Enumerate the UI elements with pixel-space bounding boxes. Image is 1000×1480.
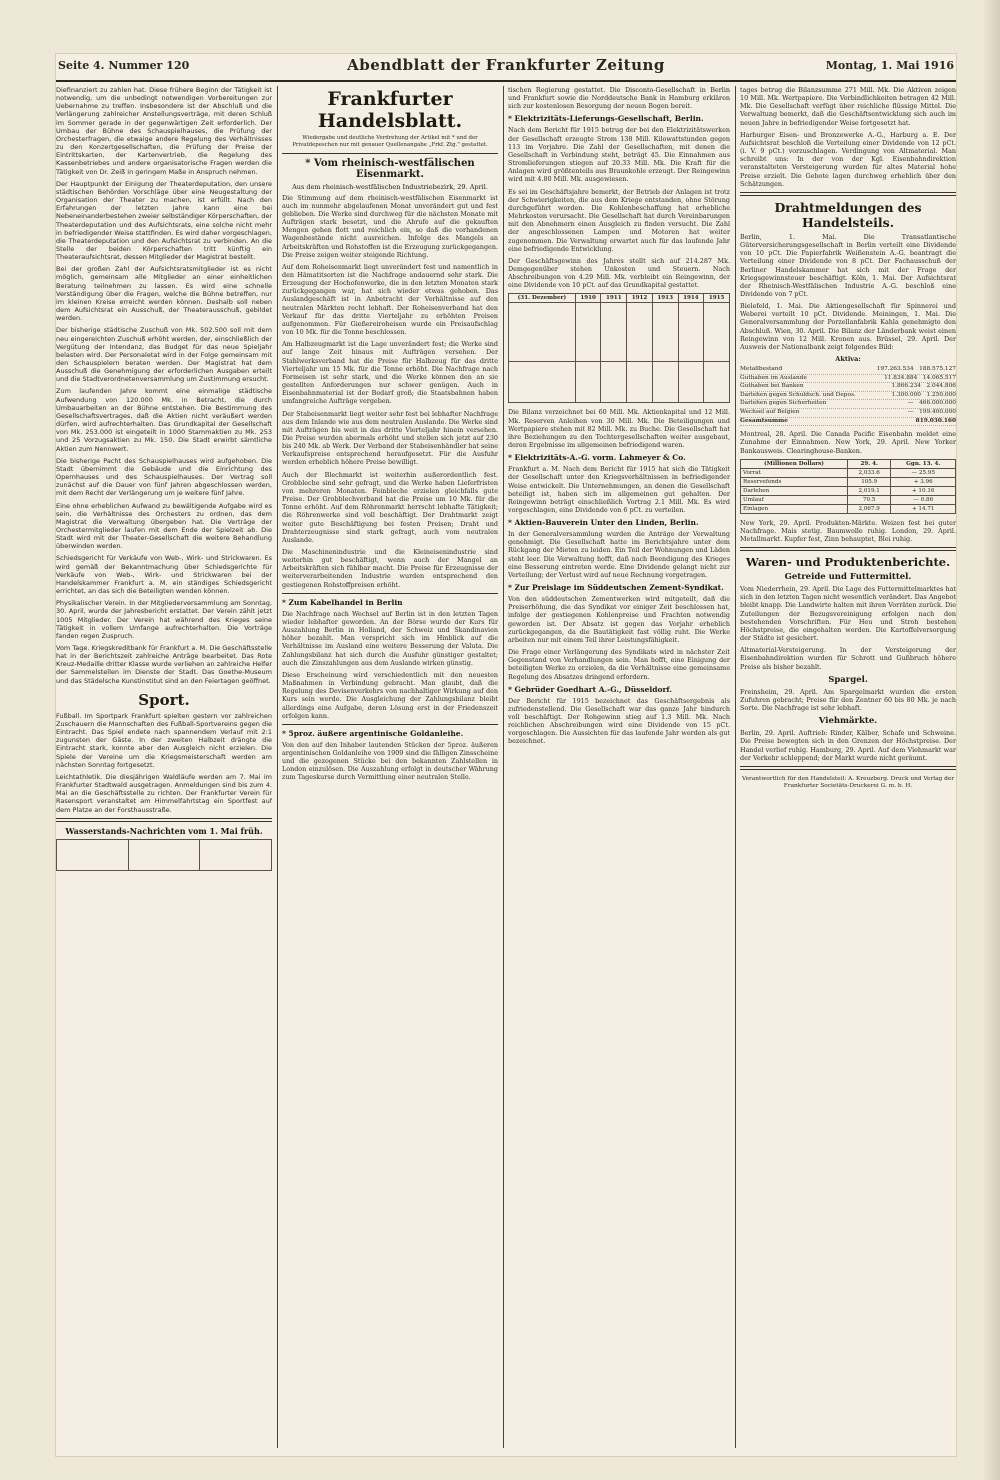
table-row: Umlauf 70.5 — 0.86 [741,495,956,504]
article-heading-lahmeyer: * Elektrizitäts-A.-G. vorm. Lahmeyer & Co. [508,453,686,463]
divider [282,593,498,594]
divider [740,192,956,196]
divider [282,153,498,154]
article-body: Der Geschäftsgewinn des Jahres stellt sich auf 214.287 Mk. Demgegenüber stehen Unkosten und Steuern. Nach Abschreibungen von 4.29 Mill. Mk. verbleibt ein Reingewinn, der eine Dividende von 10 pCt. auf das Grundkapital gestattet. [508,256,730,290]
column-3 [508,86,730,1448]
section-heading-drahtmeldungen: Drahtmeldungen des Handelsteils. [774,199,922,230]
article-body: Harburger Eisen- und Bronzewerke A.-G., Harburg a. E. Der Aufsichtsrat beschloß die Verteilung einer Dividende von 12 pCt. (i. V. 9 pCt.) vorzuschlagen. Verdingung von Altmaterial. Man schreibt uns: In der von der Kgl. Eisenbahndirektion veranstalteten Versteigerung wurden für altes Material hohe Preise erzielt. Die Gebote lagen durchweg erheblich über den Schätzungen. [740,130,956,188]
article-body: Leichtathletik. Die diesjährigen Waldläufe werden am 7. Mai im Frankfurter Stadtwald ausgetragen. Anmeldungen sind bis zum 4. Mai an die Geschäftsstelle zu richten. Der Frankfurter Verein für Rasensport veranstaltet am Himmelfahrtstag ein Sportfest auf dem Platze an der Forsthausstraße. [56,772,272,814]
table-header-cell: 1913 [652,294,678,303]
table-header-cell: 29. 4. [847,459,890,468]
article-body: Die Stimmung auf dem rheinisch-westfälischen Eisenmarkt ist auch im nunmehr abgelaufenen Monat unverändert gut und fest geblieben. Die Werke sind durchweg für die nächsten Monate mit Aufträgen stark besetzt, und die Abrufe auf die gekauften Mengen gehen flott und reichlich ein, so daß die vorhandenen Wagenbestände nicht ausreichen. Infolge des Mangels an Arbeitskräften und Rohstoffen ist die Erzeugung zurückgegangen. Die Preise zeigen weiter steigende Richtung. [282,193,498,259]
article-body: In der Generalversammlung wurden die Anträge der Verwaltung genehmigt. Die Gesellschaft hatte im Berichtsjahre unter dem Rückgang der Mieten zu leiden. Ein Teil der Wohnungen und Läden steht leer. Die Verwaltung hofft, daß nach Beendigung des Krieges eine Besserung eintreten werde. Eine Dividende gelangt nicht zur Verteilung; der Verlust wird auf neue Rechnung vorgetragen. [508,530,730,579]
bank-statement-table [740,459,956,514]
article-body: Der bisherige städtische Zuschuß von Mk. 502.500 soll mit dem neu eingereichten Zuschuß erhöht werden, der, einschließlich der Vergütung der Intendanz, das Budget für das neue Spieljahr belasten wird. Der Personaletat wird in der Folge gemeinsam mit den Schauspielern beraten werden. Der Magistrat hat dem Ausschuß die Genehmigung der erforderlichen Ausgaben erteilt und die Stadtverordnetenversammlung um Zustimmung ersucht. [56,326,272,384]
table-header-cell: 1914 [678,294,704,303]
balance-row: Guthaben im Auslande 11.834.884 14.065.517 [740,375,956,384]
article-heading-kabelhandel: * Zum Kabelhandel in Berlin [282,597,403,607]
subheading-viehmaerkte: Viehmärkte. [818,716,878,727]
article-body: Diefinanziert zu zahlen hat. Diese frühere Beginn der Tätigkeit ist notwendig, um die unbedingt notwendigen Vorbereitungen zur Uebernahme zu treffen. Insbesondere ist der Abschluß und die Verlängerung zahlreicher Anstellungsverträge, mit deren Schluß im Sommer gerade in der gegenwärtigen Zeit erforderlich. Der Umbau der Bühne des Schauspielhauses, die Prüfung der Orchesterfragen, die etwaige andere Regelung des Verhältnisses zu den Konzertgesellschaften, die Prüfung der Preise der Eintrittskarten, der Kartenvertrieb, die Regelung des Kassenbetriebes und andere organisatorische Fragen werden die Tätigkeit von Dr. Zeiß in geringem Maße in Anspruch nehmen. [56,86,272,176]
table-row: Reservefonds 105.9 + 3.96 [741,477,956,486]
article-body: Zum laufenden Jahre kommt eine einmalige städtische Aufwendung von 120.000 Mk. in Betracht, die durch Umbauarbeiten an der Bühne entstehen. Die Bestimmung des Gesellschaftsvertrages, daß die Aktien nicht veräußert werden dürfen, wird aufrechterhalten. Das Grundkapital der Gesellschaft von Mk. 253.000 ist eingeteilt in 1000 Stammaktien zu Mk. 253 und 25 Vorzugsaktien zu Mk. 150. Die Stadt erwirbt sämtliche Aktien zum Nennwert. [56,387,272,453]
subheading-spargel: Spargel. [828,674,868,685]
article-body: Auf dem Roheisenmarkt liegt unverändert fest und namentlich in den Hämatitsorten ist die Nachfrage andauernd sehr stark. Die Erzeugung der Hochofenwerke, die in den letzten Monaten stark zurückgegangen war, hat sich wieder etwas gehoben. Das Auslandgeschäft ist in Anbetracht der Verhältnisse auf den neutralen Märkten recht lebhaft. Der Roheisenverband hat den Verkauf für das dritte Vierteljahr zu erhöhten Preisen aufgenommen. Für Gießereiroheisen wurde ein Preisaufschlag von 10 Mk. für die Tonne beschlossen. [282,262,498,337]
article-body: Der Hauptpunkt der Einigung der Theaterdeputation, den unsere städtischen Behörden Vorschläge über eine Neugestaltung der Organisation der Theater zu machen, ist erfüllt. Nach den Erfahrungen der letzten Jahre kann eine bei Nebeneinanderbestehen zweier selbständiger Körperschaften, der Theaterdeputation und des Aufsichtsrats, eine solche nicht mehr in befriedigender Weise stattfinden. Es wird daher vorgeschlagen, die Theaterdeputation und den Aufsichtsrat zu verbinden. An die Stelle der beiden Körperschaften tritt künftig ein Theateraufsichtsrat, dessen Mitglieder der Magistrat bestellt. [56,179,272,262]
article-body: Die bisherige Pacht des Schauspielhauses wird aufgehoben. Die Stadt übernimmt die Gebäude und die Einrichtung des Opernhauses und des Schauspielhauses. Der Vertrag soll zunächst auf die Dauer von fünf Jahren abgeschlossen werden, mit dem Recht der Verlängerung um je weitere fünf Jahre. [56,456,272,498]
article-body: Es sei im Geschäftsjahre bemerkt, der Betrieb der Anlagen ist trotz der Schwierigkeiten, die aus dem Kriege entstanden, ohne Störung durchgeführt worden. Die Kohlenbeschaffung hat erhebliche Mehrkosten verursacht. Die Gesellschaft hat durch Vereinbarungen mit den Abnehmern einen Ausgleich zu finden versucht. Die Zahl der angeschlossenen Lampen und Motoren hat weiter zugenommen. Die Verwaltung erwartet auch für das laufende Jahr eine befriedigende Entwicklung. [508,187,730,253]
reprint-notice: Wiedergabe und deutliche Verdrehung der Artikel mit * und der Privatdepeschen nur mit genauer Quellenangabe „Frkf. Ztg." gestattet. [292,135,488,148]
column-rule [735,86,736,1448]
article-body: Frankfurt a. M. Nach dem Bericht für 1915 hat sich die Tätigkeit der Gesellschaft unter den Kriegsverhältnissen in befriedigender Weise entwickelt. Die Unternehmungen, an denen die Gesellschaft beteiligt ist, haben sich im allgemeinen gut gehalten. Der Reingewinn beträgt einschließlich Vortrag 2.1 Mill. Mk. Es wird vorgeschlagen, eine Dividende von 6 pCt. zu verteilen. [508,465,730,514]
newspaper-title: Abendblatt der Frankfurter Zeitung [347,56,665,74]
balance-table [740,366,956,426]
article-body: Nach dem Bericht für 1915 betrug der bei den Elektrizitätswerken der Gesellschaft erzeugte Strom 138 Mill. Kilowattstunden gegen 113 im Vorjahre. Die Zahl der Gesellschaften, mit denen die Gesellschaft in Verbindung steht, beträgt 45. Die Einnahmen aus Stromlieferungen stiegen auf 20.33 Mill. Mk. Die Kraft für die Anlagen wird größtenteils aus Braunkohle erzeugt. Der Reingewinn wird mit 4.80 Mill. Mk. ausgewiesen. [508,126,730,184]
article-heading-elektrizitaet: * Elektrizitäts-Lieferungs-Gesellschaft, Berlin. [508,114,704,124]
article-dateline: Aus dem rheinisch-westfälischen Industriebezirk, 29. April. [292,182,488,191]
article-body: Auch der Blechmarkt ist weiterhin außerordentlich fest. Grobbleche sind sehr gefragt, und die Werke haben Lieferfristen von mehreren Monaten. Feinbleche erzielen gleichfalls gute Preise. Der Grobblechverband hat die Preise um 10 Mk. für die Tonne erhöht. Auf dem Röhrenmarkt herrscht lebhafte Tätigkeit; die Röhrenwerke sind voll beschäftigt. Der Drahtmarkt zeigt weiter gute Beschäftigung bei festen Preisen; Draht und Drahterzeugnisse sind stark gefragt, auch vom neutralen Auslande. [282,470,498,544]
article-body: Altmaterial-Versteigerung. In der Versteigerung der Eisenbahndirektion wurden für Schrott und Gußbruch höhere Preise als bisher bezahlt. [740,646,956,671]
column-4 [740,86,956,1448]
column-rule [277,86,278,1448]
page-number: Seite 4. Nummer 120 [58,59,190,72]
article-body: Schiedsgericht für Verkäufe von Web-, Wirk- und Strickwaren. Es wird gemäß der Bekanntmachung über Schiedsgerichte für Verkäufe von Web-, Wirk- und Strickwaren bei der Handelskammer Frankfurt a. M. ein ständiges Schiedsgericht errichtet, an das sich die Beteiligten wenden können. [56,554,272,596]
table-header-cell: (31. Dezember) [509,294,576,303]
imprint: Verantwortlich für den Handelsteil: A. Kreuzberg. Druck und Verlag der Frankfurter Societäts-Druckerei G. m. b. H. [741,775,955,789]
article-body: Die Maschinenindustrie und die Kleineisenindustrie sind weiterhin gut beschäftigt, wenn auch der Mangel an Arbeitskräften sich fühlbar macht. Die Preise für Erzeugnisse der weiterverarbeitenden Industrie wurden entsprechend den gestiegenen Rohstoffpreisen erhöht. [282,548,498,589]
section-heading-warenberichte: Waren- und Produktenberichte. [745,555,951,570]
issue-date: Montag, 1. Mai 1916 [825,59,954,72]
table-header-cell: 1915 [704,294,730,303]
section-heading-sport: Sport. [138,690,190,709]
column-1 [56,86,272,1448]
article-heading-zement: * Zur Preislage im Süddeutschen Zement-Syndikat. [508,583,724,593]
article-body: tischen Regierung gestattet. Die Disconto-Gesellschaft in Berlin und Frankfurt sowie die Norddeutsche Bank in Hamburg erklären sich zur kostenlosen Besorgung der neuen Bogen bereit. [508,86,730,111]
subheading-getreide: Getreide und Futtermittel. [784,572,912,583]
article-heading-bauverein: * Aktien-Bauverein Unter den Linden, Berlin. [508,518,699,528]
article-body: Vom Niederrhein, 29. April. Die Lage des Futtermittelmarktes hat sich in den letzten Tagen nicht wesentlich verändert. Das Angebot bleibt knapp. Die Landwirte halten mit ihren Vorräten zurück. Die Zuteilungen der Bezugsvereinigung erfolgen nach den bestehenden Vorschriften. Für Heu und Stroh bestehen Höchstpreise, die eingehalten werden. Die Kartoffelversorgung der Städte ist gesichert. [740,585,956,643]
article-body: Eine ohne erheblichen Aufwand zu bewältigende Aufgabe wird es sein, die Verhältnisse des Orchesters zu ordnen, das dem Magistrat die Verwaltung übergeben hat. Die Verträge der Orchestermitglieder laufen mit dem Ende der Spielzeit ab. Die Stadt wird mit der Theater-Gesellschaft die weitere Behandlung überwinden werden. [56,501,272,551]
balance-row: Metallbestand 197.263.534 188.575.127 [740,366,956,375]
article-body: Fußball. Im Sportpark Frankfurt spielten gestern vor zahlreichen Zuschauern die Mannschaften des Fußball-Sportvereins gegen die Eintracht. Das Spiel endete nach spannendem Verlauf mit 2:1 zugunsten der Gäste. In der zweiten Halbzeit drängte die Eintracht stark, konnte aber den Ausgleich nicht erzielen. Die Spiele der Vereine um die Kriegsmeisterschaft werden am nächsten Sonntag fortgesetzt. [56,711,272,769]
article-body: Berlin, 29. April. Auftrieb: Rinder, Kälber, Schafe und Schweine. Die Preise bewegten sich in den Grenzen der Höchstpreise. Der Handel verlief ruhig. Hamburg, 29. April. Auf dem Viehmarkt war der Verkehr schleppend; der Markt wurde nicht geräumt. [740,729,956,762]
article-body: Bielefeld, 1. Mai. Die Aktiengesellschaft für Spinnerei und Weberei verteilt 10 pCt. Dividende. Meiningen, 1. Mai. Die Generalversammlung der Porzellanfabrik Kahla genehmigte den Abschluß. Wien, 30. April. Die Bilanz der Länderbank weist einen Reingewinn von 12 Mill. Kronen aus. Brüssel, 29. April. Der Ausweis der Nationalbank zeigt folgendes Bild: [740,302,956,351]
divider [56,818,272,822]
article-body: Der Bericht für 1915 bezeichnet das Geschäftsergebnis als zufriedenstellend. Die Gesellschaft war das ganze Jahr hindurch voll beschäftigt. Der Rohgewinn stieg auf 1.3 Mill. Mk. Nach reichlichen Abschreibungen wird eine Dividende von 15 pCt. vorgeschlagen. Die Aussichten für das laufende Jahr werden als gut bezeichnet. [508,696,730,746]
article-body: Von den auf den Inhaber lautenden Stücken der 5proz. äußeren argentinischen Goldanleihe von 1909 sind die fälligen Zinsscheine und die gezogenen Stücke bei den bekannten Zahlstellen in London einzulösen. Die Auszahlung erfolgt in deutscher Währung zum Tageskurse durch Vermittlung einer neutralen Stelle. [282,740,498,782]
table-header-cell: (Millionen Dollars) [741,459,848,468]
article-body: Die Bilanz verzeichnet bei 60 Mill. Mk. Aktienkapital und 12 Mill. Mk. Reserven Anleihen von 30 Mill. Mk. Die Beteiligungen und Wertpapiere stehen mit 82 Mill. Mk. zu Buche. Die Gesellschaft hat ihre Beziehungen zu den Tochtergesellschaften weiter ausgebaut, deren Ergebnisse im allgemeinen befriedigend waren. [508,408,730,450]
article-body: Physikalischer Verein. In der Mitgliederversammlung am Sonntag, 30. April, wurde der Jahresbericht erstattet. Der Verein zählt jetzt 1005 Mitglieder. Der Verein hat während des Krieges seine Tätigkeit in vollem Umfange aufrechterhalten. Die Vorträge fanden regen Zuspruch. [56,599,272,640]
balance-row: Guthaben bei Banken 1.866.234 2.044.806 [740,383,956,392]
article-body: Die Nachfrage nach Wechsel auf Berlin ist in den letzten Tagen wieder lebhafter geworden. An der Börse wurde der Kurs für Auszahlung Berlin in Holland, der Schweiz und Skandinavien höher bezahlt. Man verspricht sich im Hinblick auf die Verhältnisse im Ausland eine weitere Besserung der Valuta. Die Zahlungsbilanz hat sich durch die Ausfuhr günstiger gestaltet; auch die Zinszahlungen aus dem Auslande wirken günstig. [282,609,498,667]
article-body: Der Stabeisenmarkt liegt weiter sehr fest bei lebhafter Nachfrage aus dem Inlande wie aus dem neutralen Auslande. Die Werke sind mit Aufträgen bis weit in das dritte Vierteljahr hinein versehen. Die Preise wurden abermals erhöht und stellen sich jetzt auf 230 bis 240 Mk. ab Werk. Der Verband der Stabeisenhändler hat seine Verkaufspreise entsprechend heraufgesetzt. Für die Ausfuhr werden erheblich höhere Preise bewilligt. [282,409,498,467]
water-levels-title: Wasserstands-Nachrichten vom 1. Mai früh. [65,825,263,836]
table-row: Darlehen 2,019.1 + 10.16 [741,486,956,495]
table-header-cell: 1910 [575,294,601,303]
table-row: Vorrat 2,033.6 — 25.95 [741,468,956,477]
balance-row: Darlehen gegen Schuldsch. und Depos. 1.300.000 1.250.000 [740,392,956,401]
section-title-handelsblatt: Frankfurter Handelsblatt. [317,88,463,132]
article-body: Die Frage einer Verlängerung des Syndikats wird in nächster Zeit Gegenstand von Verhandlungen sein. Man hofft, eine Einigung der beteiligten Werke zu erzielen, da die Verhältnisse eine gemeinsame Regelung des Absatzes dringend erfordern. [508,648,730,681]
column-2 [282,86,498,1448]
article-body: Bei der großen Zahl der Aufsichtsratsmitglieder ist es nicht möglich, gemeinsam alle Mitglieder an einer einheitlichen Beratung teilnehmen zu lassen. Es wird eine schnelle Verständigung über die Fragen, welche die Bühne betreffen, nur im kleinen Kreise erreicht werden können. Deshalb soll neben dem Aufsichtsrat ein Ausschuß, der Theaterausschuß, gebildet werden. [56,265,272,323]
article-heading-eisenmarkt: * Vom rheinisch-westfälischen Eisenmarkt. [305,157,475,180]
masthead [56,56,956,82]
balance-total: Gesamtsumme 819.030.160 [740,418,956,427]
balance-row: Wechsel auf Belgien — 199.400.000 [740,409,956,418]
article-heading-goedhart: * Gebrüder Goedhart A.-G., Düsseldorf. [508,684,673,694]
table-header-cell: Ggn. 13. 4. [891,459,956,468]
article-body: Berlin, 1. Mai. Die Transatlantische Güterversicherungsgesellschaft in Berlin verteilt eine Dividende von 10 pCt. Die Papierfabrik Weißenstein A.-G. beantragt die Verteilung einer Dividende von 8 pCt. Der Fachausschuß der Berliner Handelskammer hat sich mit der Frage der Kriegsgewinnsteuer beschäftigt. Köln, 1. Mai. Der Aufsichtsrat der Rheinisch-Westfälischen Industrie A.-G. beschloß eine Dividende von 7 pCt. [740,232,956,298]
table-header-cell: 1911 [601,294,627,303]
balance-row: Darlehen gegen Sicherheiten — 466.000.000 [740,400,956,409]
divider [740,766,956,770]
table-row: Einlagen 2,067.9 + 14.71 [741,504,956,513]
article-body: Diese Erscheinung wird verschiedentlich mit den neuesten Maßnahmen in Verbindung gebracht. Man glaubt, daß die Regelung des Devisenverkehrs von nachhaltiger Wirkung auf den Kurs sein werde. Die Ausgleichung der Zahlungsbilanz bleibt allerdings eine Aufgabe, deren Lösung erst in der Friedenszeit erfolgen kann. [282,670,498,720]
column-rule [503,86,504,1448]
table-header-cell: 1912 [627,294,653,303]
article-body: Am Halbzeugmarkt ist die Lage unverändert fest; die Werke sind auf lange Zeit hinaus mit Aufträgen versehen. Der Stahlwerksverband hat die Preise für Halbzeug für das dritte Vierteljahr um 15 Mk. für die Tonne erhöht. Die Nachfrage nach Formeisen ist sehr stark, und die Werke können den an sie gestellten Anforderungen nur schwer genügen. Auch in Eisenbahnmaterial ist der Bedarf groß; die Staatsbahnen haben umfangreiche Aufträge vergeben. [282,340,498,406]
article-heading-goldanleihe: * 5proz. äußere argentinische Goldanleihe. [282,728,464,738]
article-body: Freinsheim, 29. April. Am Spargelmarkt wurden die ersten Zufuhren gebracht; Preise für den Zentner 60 bis 80 Mk. je nach Sorte. Die Nachfrage ist sehr lebhaft. [740,687,956,713]
article-body: tages betrug die Bilanzsumme 271 Mill. Mk. Die Aktiven zeigen 10 Mill. Mk. Wertpapiere. Die Verbindlichkeiten betragen 42 Mill. Mk. Die Gesellschaft verfügt über reichliche flüssige Mittel. Die Verwaltung bemerkt, daß die Geschäftsentwicklung sich auch im neuen Jahre in befriedigender Weise fortgesetzt hat. [740,86,956,127]
article-body: Vom Tage. Kriegskreditbank für Frankfurt a. M. Die Geschäftsstelle hat in der Berichtszeit zahlreiche Anträge bearbeitet. Das Rote Kreuz-Medaille dritter Klasse wurde verliehen an zahlreiche Helfer der Sammelstellen im Dienste der Stadt. Das Goethe-Museum und das Städelsche Kunstinstitut sind an den Feiertagen geöffnet. [56,644,272,685]
divider [282,724,498,725]
financial-table [508,293,730,403]
article-body: Montreal, 28. April. Die Canada Pacific Eisenbahn meldet eine Zunahme der Einnahmen. New York, 29. April. New Yorker Bankausweis. Clearinghouse-Banken. [740,430,956,455]
page-edge [982,0,1000,1480]
water-levels-table [56,839,272,871]
article-body: Von den süddeutschen Zementwerken wird mitgeteilt, daß die Preiserhöhung, die das Syndikat vor einiger Zeit beschlossen hat, infolge der gestiegenen Kohlenpreise und Frachten notwendig geworden ist. Der Absatz ist gegen das Vorjahr erheblich zurückgegangen, da die Bautätigkeit fast völlig ruht. Die Werke arbeiten nur mit einem Teil ihrer Leistungsfähigkeit. [508,595,730,644]
balance-heading: Aktiva: [835,355,861,364]
divider [740,547,956,551]
article-body: New York, 29. April. Produkten-Märkte. Weizen fest bei guter Nachfrage. Mais stetig. Baumwolle ruhig. London, 29. April. Metallmarkt. Kupfer fest, Zinn behauptet, Blei ruhig. [740,518,956,543]
